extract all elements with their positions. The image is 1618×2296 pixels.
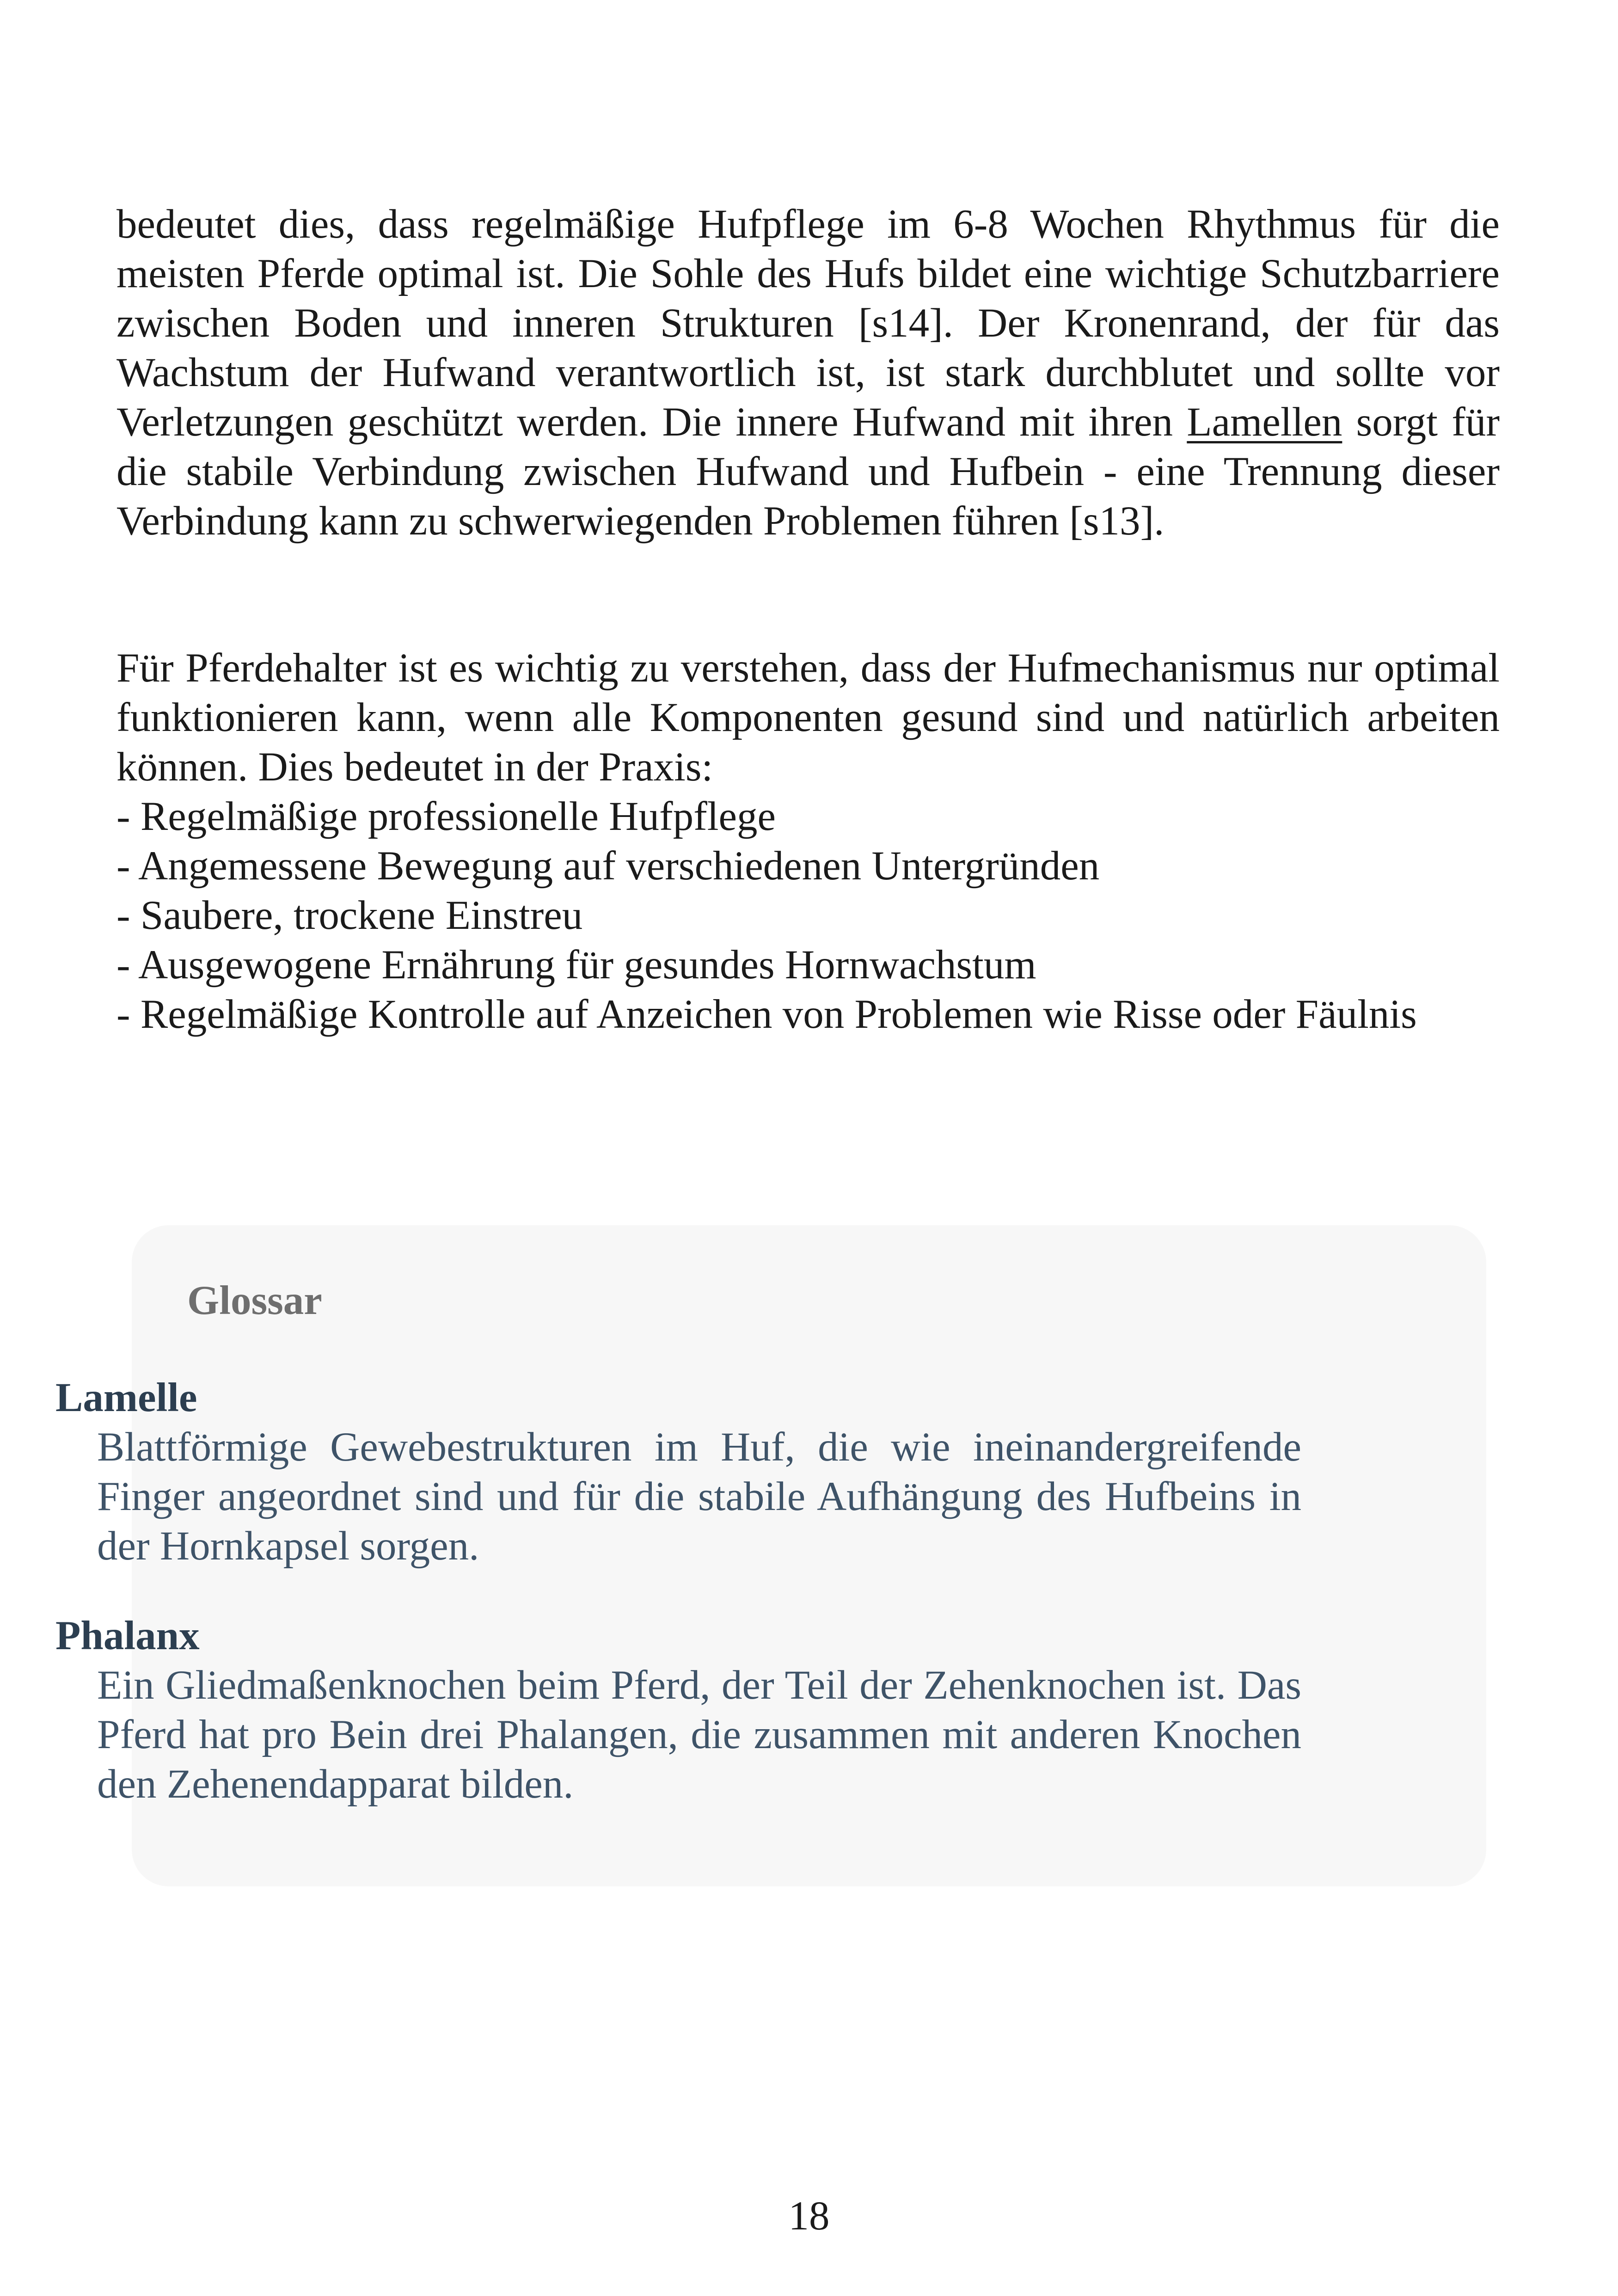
- glossary-term-lamelle: Lamelle: [55, 1375, 197, 1420]
- list-item: - Saubere, trockene Einstreu: [116, 893, 583, 938]
- glossary-definition-phalanx: Ein Gliedmaßenknochen beim Pferd, der Teil der Zehenknochen ist. Das Pferd hat pro Bein drei Phalangen, die zusammen mit anderen Knochen den Zehenendapparat bilden.: [97, 1663, 1301, 1807]
- body-paragraph-2: [116, 644, 1500, 1039]
- glossary-title: Glossar: [187, 1278, 322, 1323]
- paragraph-text-after-link: sorgt für die stabile Verbindung zwischen Hufwand und Hufbein - eine Trennung dieser Verbindung kann zu schwerwiegenden Problemen führen [s13].: [116, 399, 1500, 544]
- list-item: - Regelmäßige Kontrolle auf Anzeichen von Problemen wie Risse oder Fäulnis: [116, 992, 1417, 1037]
- body-paragraph-1: [116, 200, 1500, 546]
- paragraph-text-before-link: bedeutet dies, dass regelmäßige Hufpflege im 6-8 Wochen Rhythmus für die meisten Pferde optimal ist. Die Sohle des Hufs bildet eine wichtige Schutzbarriere zwischen Boden und inneren Strukturen [s14]. Der Kronenrand, der für das Wachstum der Hufwand verantwortlich ist, ist stark durchblutet und sollte vor Verletzungen geschützt werden. Die innere Hufwand mit ihren: [116, 202, 1500, 445]
- list-item: - Ausgewogene Ernährung für gesundes Hornwachstum: [116, 942, 1036, 988]
- paragraph-intro: Für Pferdehalter ist es wichtig zu verstehen, dass der Hufmechanismus nur optimal funktionieren kann, wenn alle Komponenten gesund sind und natürlich arbeiten können. Dies bedeutet in der Praxis:: [116, 645, 1500, 790]
- lamellen-link[interactable]: Lamellen: [1187, 399, 1342, 445]
- glossary-definition-lamelle: Blattförmige Gewebestrukturen im Huf, die wie ineinandergreifende Finger angeordnet sind und für die stabile Aufhängung des Hufbeins in der Hornkapsel sorgen.: [97, 1424, 1301, 1569]
- care-list: [116, 792, 1500, 1039]
- list-item: - Regelmäßige professionelle Hufpflege: [116, 794, 776, 839]
- paragraph-text: [116, 200, 1500, 546]
- page-number: 18: [788, 2193, 830, 2239]
- list-item: - Angemessene Bewegung auf verschiedenen Untergründen: [116, 843, 1100, 889]
- glossary-term-phalanx: Phalanx: [55, 1613, 200, 1658]
